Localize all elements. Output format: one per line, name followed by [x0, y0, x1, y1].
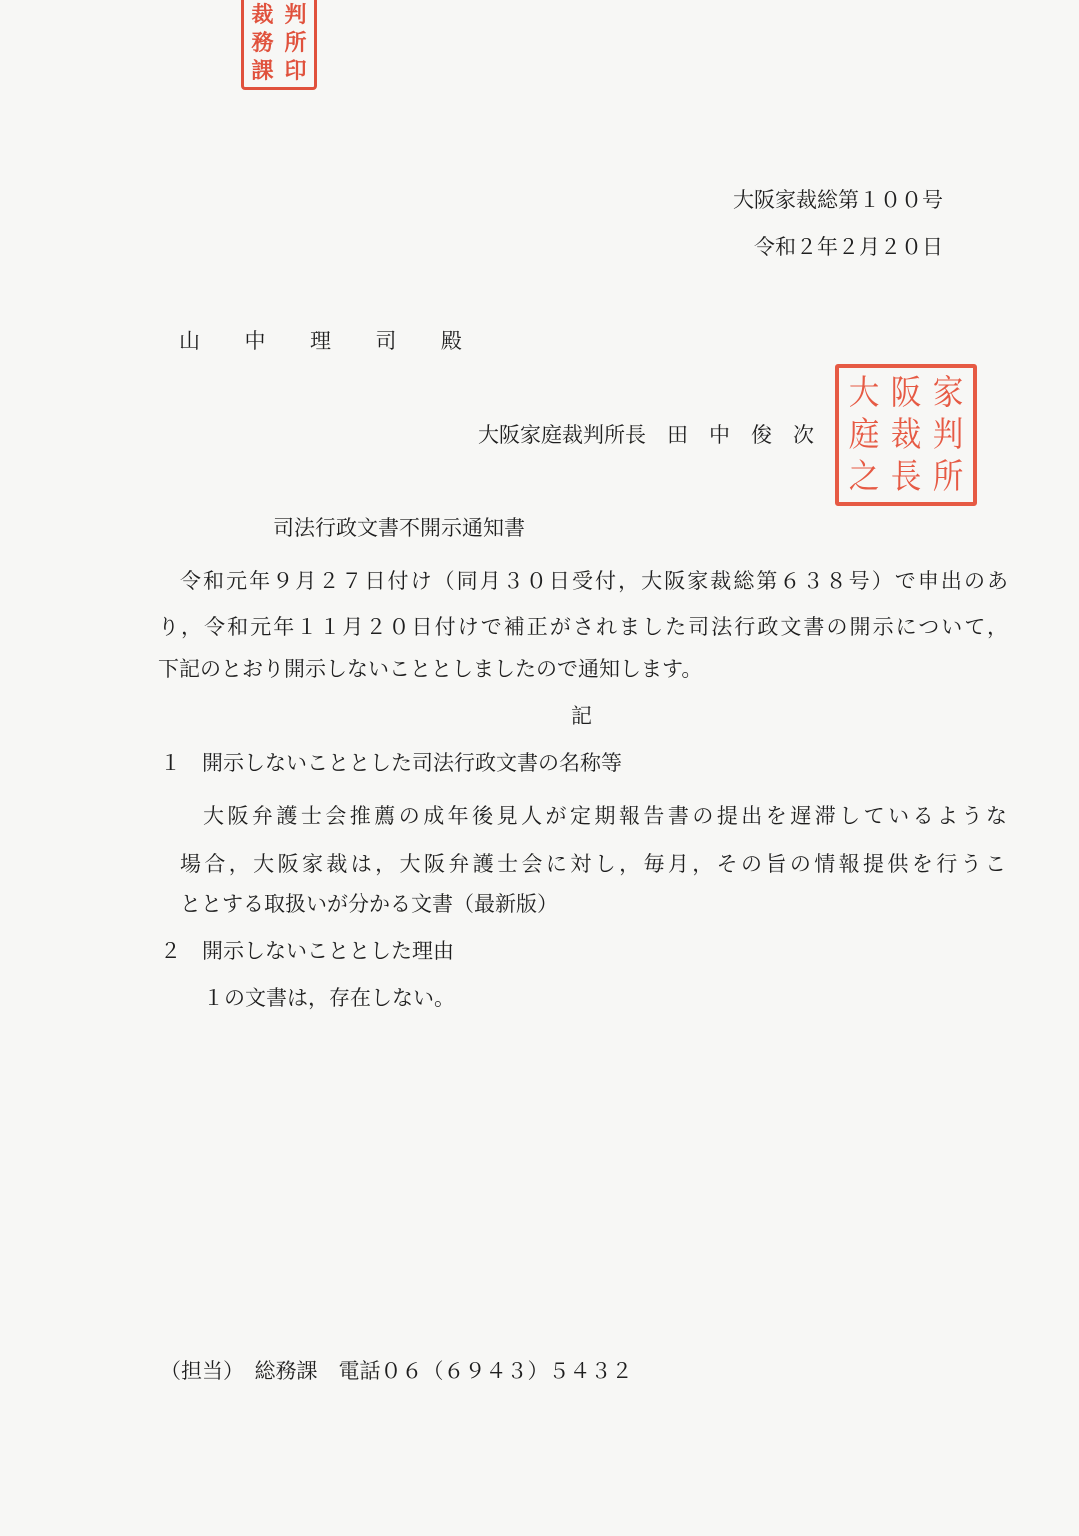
- section-1-line: ととする取扱いが分かる文書（最新版）: [180, 892, 558, 916]
- body-line: り，令和元年１１月２０日付けで補正がされました司法行政文書の開示について，: [158, 615, 1008, 639]
- section-1-line: 場合，大阪家裁は，大阪弁護士会に対し，毎月，その旨の情報提供を行うこ: [180, 852, 1006, 876]
- stamp-char: 所: [284, 30, 307, 56]
- seal-char: 家: [932, 373, 964, 413]
- seal-char: 長: [890, 457, 922, 497]
- contact-info: （担当） 総務課 電話０６（６９４３）５４３２: [160, 1359, 633, 1383]
- stamp-char: 判: [284, 2, 307, 28]
- stamp-char: 務: [251, 30, 274, 56]
- ki-heading: 記: [571, 704, 592, 728]
- section-2-heading: ２ 開示しないこととした理由: [160, 939, 454, 963]
- document-number: 大阪家裁総第１００号: [733, 188, 943, 212]
- seal-char: 庭: [848, 415, 880, 455]
- general-affairs-stamp: [241, 0, 317, 90]
- seal-char: 裁: [890, 415, 922, 455]
- stamp-char: 裁: [251, 2, 274, 28]
- recipient-name: 山 中 理 司 殿: [179, 329, 481, 353]
- document-title: 司法行政文書不開示通知書: [273, 516, 525, 540]
- seal-char: 所: [932, 457, 964, 497]
- section-1-line: 大阪弁護士会推薦の成年後見人が定期報告書の提出を遅滞しているような: [203, 804, 1007, 828]
- court-president-seal: [835, 364, 977, 506]
- seal-char: 之: [848, 457, 880, 497]
- seal-char: 大: [848, 373, 880, 413]
- stamp-char: 印: [284, 58, 307, 84]
- section-2-text: １の文書は，存在しない。: [203, 986, 455, 1010]
- seal-char: 阪: [890, 373, 922, 413]
- seal-char: 判: [932, 415, 964, 455]
- body-line: 令和元年９月２７日付け（同月３０日受付，大阪家裁総第６３８号）で申出のあ: [180, 569, 1008, 593]
- document-date: 令和２年２月２０日: [754, 235, 943, 259]
- stamp-char: 課: [251, 58, 274, 84]
- sender-name: 大阪家庭裁判所長 田 中 俊 次: [478, 423, 814, 447]
- section-1-heading: １ 開示しないこととした司法行政文書の名称等: [160, 751, 622, 775]
- body-line: 下記のとおり開示しないこととしましたので通知します。: [158, 657, 703, 681]
